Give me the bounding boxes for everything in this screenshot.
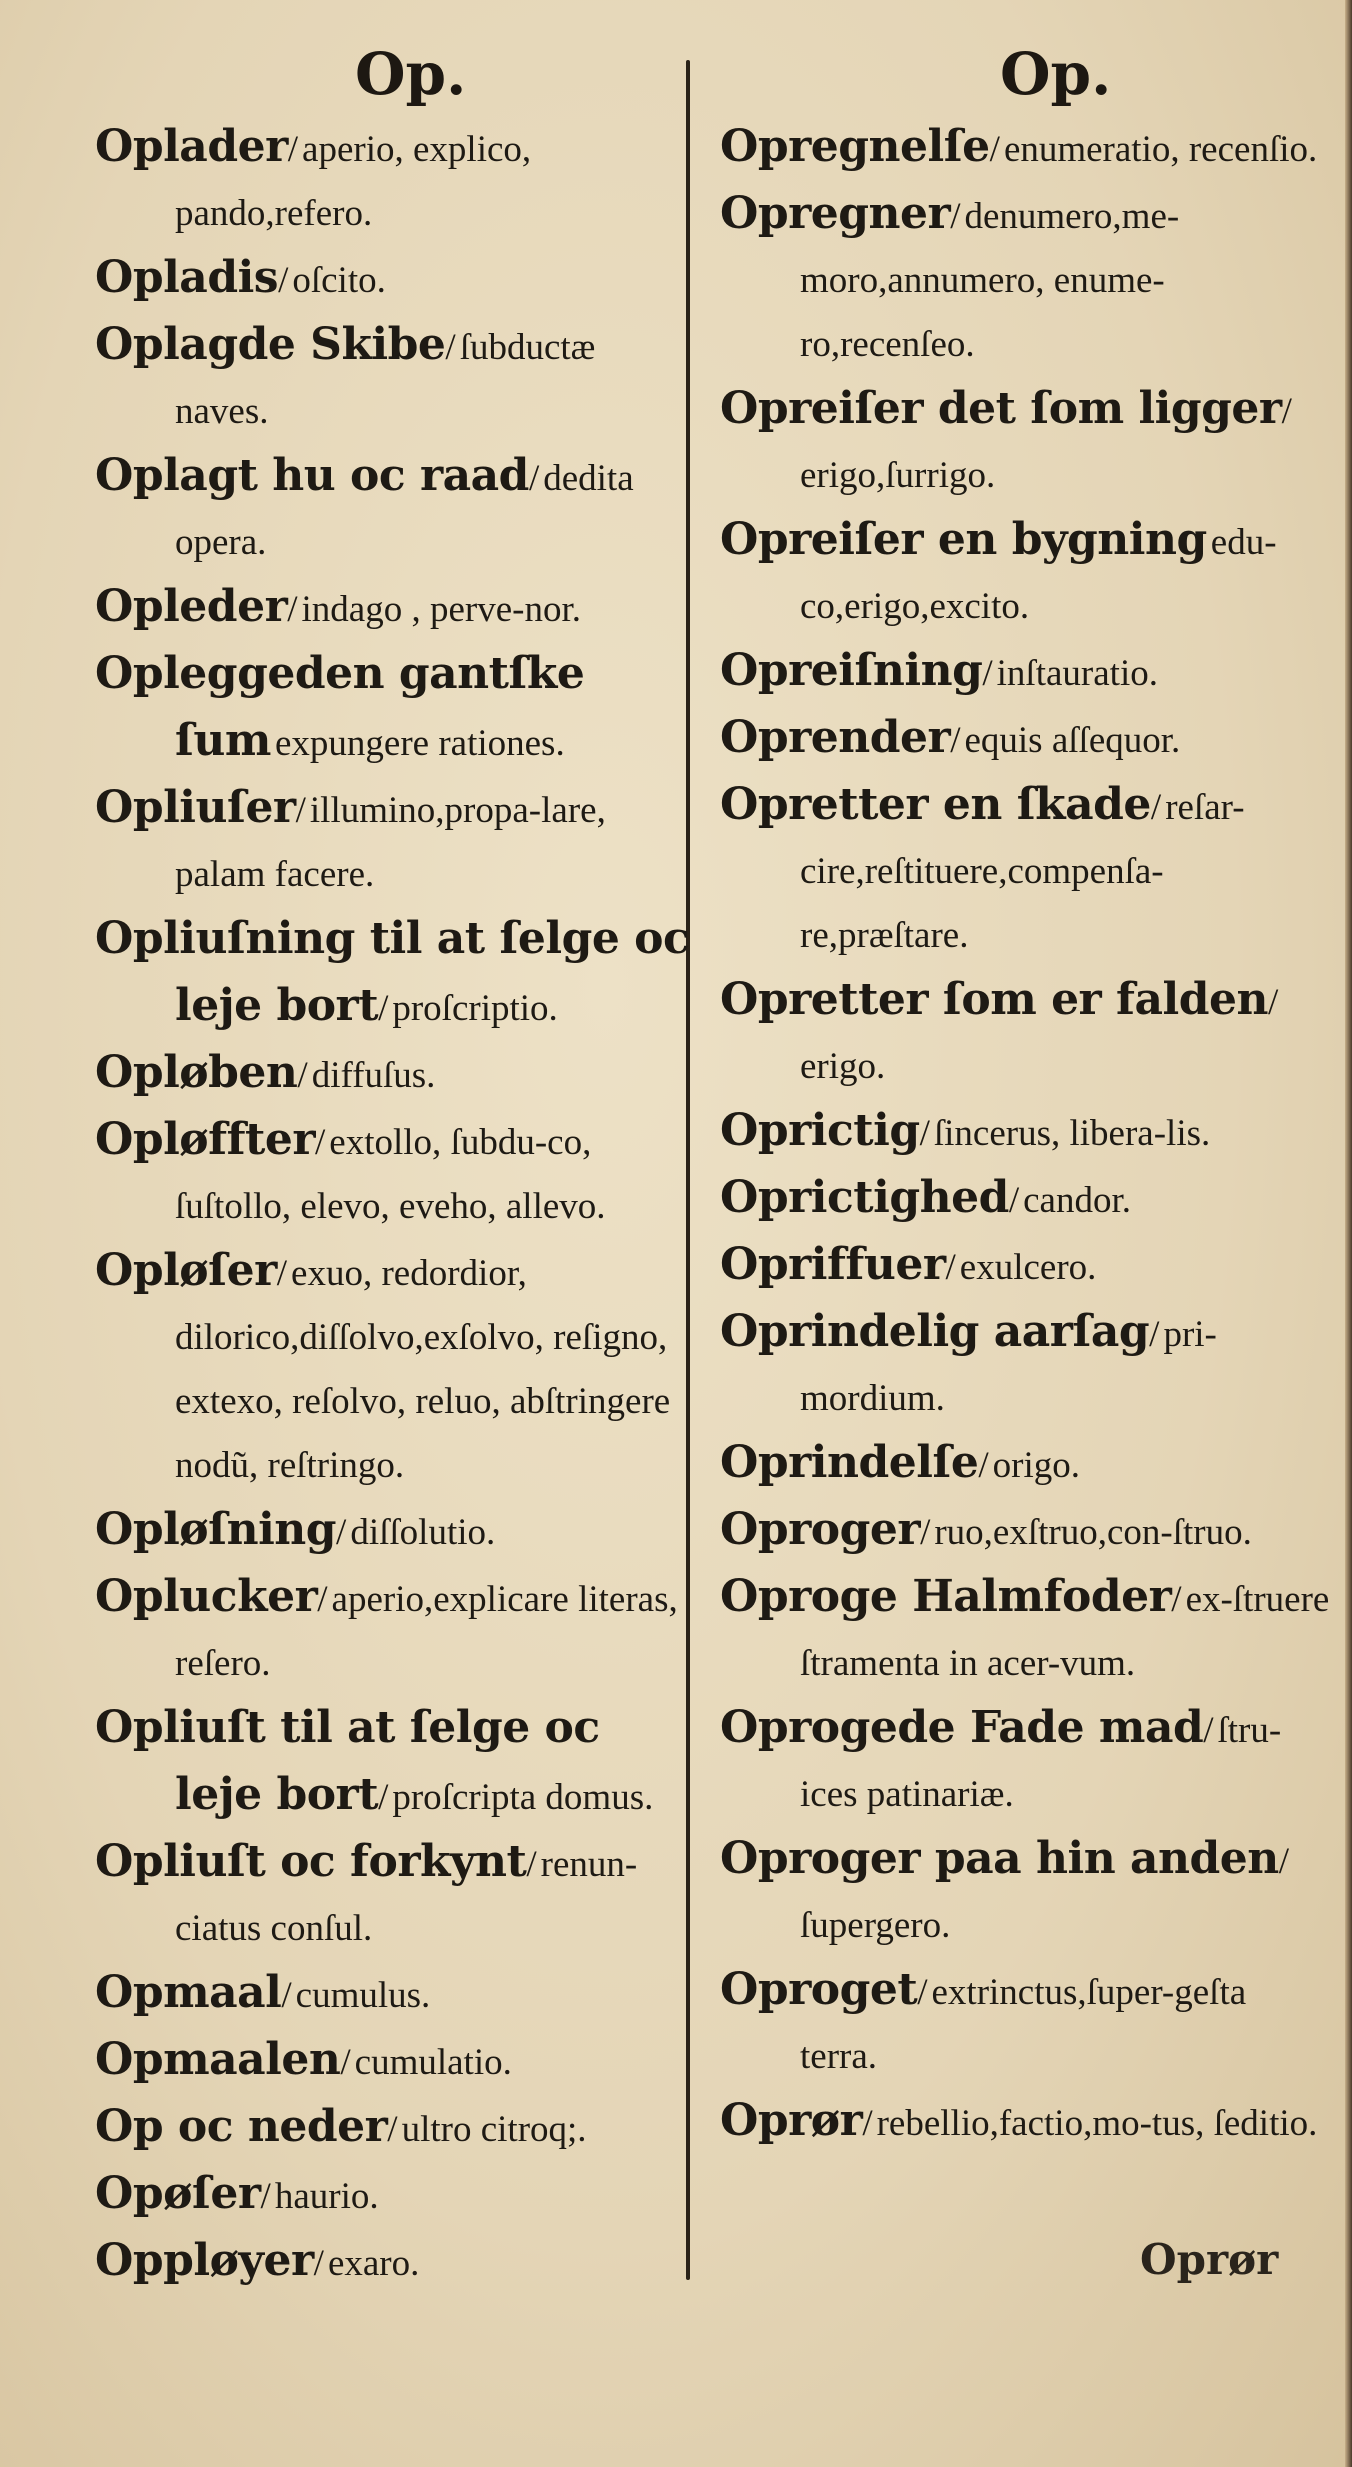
left-column [95,118,695,2299]
entry-separator: / [920,1512,931,1553]
page-edge [1345,0,1352,2467]
entry-separator: / [950,196,961,237]
entry-headword: Oprindelſe [720,1437,979,1488]
entry-latin-gloss: ſtru-ices patinariæ. [800,1710,1282,1815]
entry-separator: / [378,988,389,1029]
dictionary-entry [720,1236,1330,1303]
dictionary-entry [95,645,695,779]
entry-latin-gloss: candor. [1023,1180,1131,1221]
entry-latin-gloss: ruo,exſtruo,con-ſtruo. [934,1512,1252,1553]
entry-separator: / [1150,787,1162,828]
entry-latin-gloss: cumulus. [295,1975,431,2016]
entry-latin-gloss: denumero,me-moro,annumero, enume-ro,recenſeo. [800,196,1180,365]
entry-headword: Opregner [720,188,951,239]
entry-separator: / [1278,1841,1290,1882]
entry-headword: Opriffuer [720,1239,946,1290]
entry-separator: / [528,458,540,499]
entry-latin-gloss: cumulatio. [354,2042,512,2083]
entry-headword: Opregnelſe [720,121,990,172]
dictionary-entry [720,1303,1330,1434]
dictionary-entry [720,1699,1330,1830]
dictionary-entry [95,2098,695,2165]
entry-latin-gloss: proſcriptio. [392,988,558,1029]
dictionary-entry [720,380,1330,511]
entry-separator: / [340,2042,351,2083]
dictionary-entry [95,1242,695,1501]
entry-headword: Opliuſt til at ſelge oc leje bort [95,1702,600,1820]
dictionary-entry [95,578,695,645]
entry-headword: Opløben [95,1047,298,1098]
entry-latin-gloss: aperio,explicare literas, reſero. [175,1579,678,1684]
entry-latin-gloss: haurio. [274,2176,379,2217]
dictionary-entry [720,511,1330,642]
entry-separator: / [276,1253,288,1294]
dictionary-entry [720,1501,1330,1568]
entry-headword: Opreiſning [720,645,983,696]
entry-latin-gloss: ſupergero. [800,1905,951,1946]
entry-headword: Opleder [95,581,288,632]
entry-headword: Opliuſt oc forkynt [95,1836,527,1887]
entry-separator: / [378,1777,389,1818]
entry-separator: / [445,327,456,368]
dictionary-entry [720,642,1330,709]
entry-separator: / [526,1844,537,1885]
entry-latin-gloss: edu-co,erigo,excito. [800,522,1277,627]
dictionary-entry [95,316,695,447]
entry-latin-gloss: extrinctus,ſuper-geſta terra. [800,1972,1247,2077]
dictionary-entry [720,2092,1330,2159]
entry-separator: / [287,589,298,630]
entry-latin-gloss: exuo, redordior, dilorico,diſſolvo,exſolvo, reſigno, extexo, reſolvo, reluo, abſtringere nodũ, reſtringo. [175,1253,671,1486]
entry-separator: / [978,1445,989,1486]
entry-latin-gloss: ultro citroq;. [401,2109,587,2150]
entry-headword: Opmaalen [95,2034,341,2085]
entry-headword: Opladis [95,252,279,303]
entry-headword: Oprictighed [720,1172,1009,1223]
entry-separator: / [313,2243,324,2284]
entry-headword: Oplagde Skibe [95,319,446,370]
entry-headword: Oprictig [720,1105,920,1156]
entry-latin-gloss: extollo, ſubdu-co, ſuſtollo, elevo, eveho, allevo. [175,1122,606,1227]
entry-separator: / [982,653,993,694]
dictionary-entry [720,1961,1330,2092]
entry-separator: / [1171,1579,1182,1620]
dictionary-entry [95,249,695,316]
entry-headword: Opliuſer [95,782,296,833]
dictionary-entry [95,2165,695,2232]
dictionary-entry [95,1699,695,1833]
entry-separator: / [278,260,289,301]
entry-headword: Op oc neder [95,2101,388,2152]
dictionary-entry [95,1044,695,1111]
catchword: Oprør [1140,2235,1279,2284]
entry-latin-gloss: diffuſus. [311,1055,436,1096]
dictionary-entry [720,1169,1330,1236]
entry-latin-gloss: reſar-cire,reſtituere,compenſa-re,præſtare. [800,787,1245,956]
entry-latin-gloss: indago , perve-nor. [301,589,582,630]
dictionary-entry [720,1102,1330,1169]
dictionary-entry [720,709,1330,776]
entry-headword: Oproge Halmfoder [720,1571,1172,1622]
entry-headword: Opreiſer det ſom ligger [720,383,1282,434]
entry-separator: / [945,1247,956,1288]
entry-headword: Opliuſning til at ſelge oc leje bort [95,913,690,1031]
entry-separator: / [1267,982,1279,1023]
entry-headword: Opmaal [95,1967,282,2018]
entry-headword: Opleggeden gantſke ſum [95,648,585,766]
entry-latin-gloss: proſcripta domus. [392,1777,654,1818]
dictionary-entry [720,776,1330,971]
entry-separator: / [281,1975,292,2016]
entry-latin-gloss: diſſolutio. [350,1512,496,1553]
entry-headword: Oplader [95,121,288,172]
entry-latin-gloss: erigo. [800,1046,886,1087]
entry-headword: Oppløyer [95,2235,314,2286]
entry-headword: Oplagt hu oc raad [95,450,529,501]
entry-separator: / [1281,391,1292,432]
entry-separator: / [287,129,299,170]
entry-headword: Oprør [720,2095,863,2146]
entry-headword: Opretter ſom er falden [720,974,1268,1025]
dictionary-entry [95,2031,695,2098]
dictionary-entry [720,971,1330,1102]
dictionary-entry [720,1830,1330,1961]
dictionary-entry [95,1568,695,1699]
entry-latin-gloss: ſubductæ naves. [175,327,596,432]
dictionary-entry [95,2232,695,2299]
entry-latin-gloss: exaro. [327,2243,420,2284]
dictionary-entry [95,1964,695,2031]
entry-latin-gloss: expungere rationes. [274,723,565,764]
entry-latin-gloss: dedita opera. [175,458,634,563]
entry-separator: / [387,2109,398,2150]
dictionary-entry [95,910,695,1044]
entry-headword: Opøſer [95,2168,261,2219]
entry-latin-gloss: aperio, explico, pando,refero. [175,129,532,234]
entry-separator: / [989,129,1000,170]
dictionary-entry [95,447,695,578]
entry-latin-gloss: exulcero. [959,1247,1097,1288]
entry-headword: Opløffter [95,1114,316,1165]
entry-latin-gloss: pri-mordium. [800,1314,1217,1419]
entry-separator: / [1203,1710,1214,1751]
dictionary-entry [720,185,1330,380]
entry-separator: / [950,720,961,761]
entry-latin-gloss: illumino,propa-lare, palam facere. [175,790,606,895]
dictionary-entry [95,1111,695,1242]
entry-headword: Oprender [720,712,951,763]
entry-latin-gloss: enumeratio, recenſio. [1003,129,1318,170]
entry-separator: / [862,2103,873,2144]
running-head-right: Op. [1000,40,1112,108]
dictionary-entry [95,1501,695,1568]
entry-headword: Oprogede Fade mad [720,1702,1204,1753]
running-head-left: Op. [355,40,467,108]
entry-separator: / [260,2176,271,2217]
entry-headword: Opløſer [95,1245,277,1296]
entry-headword: Oproget [720,1964,918,2015]
entry-separator: / [919,1113,930,1154]
dictionary-entry [95,779,695,910]
dictionary-entry [720,1568,1330,1699]
entry-separator: / [315,1122,326,1163]
dictionary-entry [720,1434,1330,1501]
entry-headword: Oproger [720,1504,921,1555]
entry-separator: / [317,1579,328,1620]
entry-separator: / [1008,1180,1020,1221]
entry-latin-gloss: erigo,ſurrigo. [800,455,996,496]
entry-latin-gloss: equis aſſequor. [964,720,1181,761]
entry-headword: Opløſning [95,1504,337,1555]
entry-latin-gloss: origo. [992,1445,1081,1486]
dictionary-entry [95,118,695,249]
dictionary-entry [95,1833,695,1964]
entry-separator: / [1149,1314,1160,1355]
entry-separator: / [297,1055,308,1096]
entry-latin-gloss: renun-ciatus conſul. [175,1844,638,1949]
dictionary-entry [720,118,1330,185]
entry-separator: / [336,1512,347,1553]
entry-headword: Oprindelig aarſag [720,1306,1150,1357]
entry-headword: Oplucker [95,1571,318,1622]
entry-separator: / [917,1972,928,2013]
entry-separator: / [295,790,306,831]
entry-headword: Opreiſer en bygning [720,514,1207,565]
entry-latin-gloss: ex-ſtruere ſtramenta in acer-vum. [800,1579,1330,1684]
entry-headword: Opretter en ſkade [720,779,1151,830]
entry-latin-gloss: inſtauratio. [996,653,1158,694]
entry-latin-gloss: rebellio,factio,mo-tus, ſeditio. [876,2103,1318,2144]
entry-latin-gloss: oſcito. [292,260,386,301]
right-column [720,118,1330,2159]
entry-latin-gloss: ſincerus, libera-lis. [933,1113,1211,1154]
entry-headword: Oproger paa hin anden [720,1833,1279,1884]
